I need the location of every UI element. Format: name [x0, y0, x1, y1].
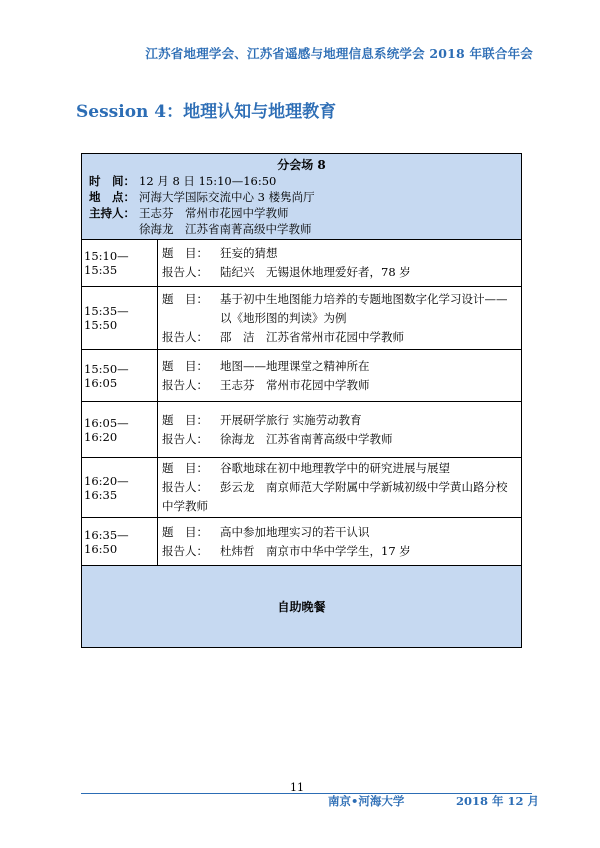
talk-time: 16:05—16:20: [82, 402, 158, 457]
talk-topic: 基于初中生地图能力培养的专题地图数字化学习设计——: [220, 291, 508, 306]
closing-dinner: 自助晚餐: [82, 566, 521, 647]
topic-label: 题 目：: [162, 358, 208, 373]
talk-detail: [158, 518, 521, 565]
speaker-label: 报告人：: [162, 329, 208, 344]
talk-detail: [158, 240, 521, 286]
topic-label: 题 目：: [162, 246, 208, 260]
topic-label: 题 目：: [162, 524, 208, 539]
page-number: 11: [290, 781, 304, 794]
talk-speaker: 王志芬 常州市花园中学教师: [220, 377, 370, 392]
talk-row: [82, 518, 521, 566]
talk-detail: [158, 287, 521, 349]
talk-time: 15:50—16:05: [82, 350, 158, 401]
speaker-label: 报告人：: [162, 543, 208, 558]
talk-topic: 高中参加地理实习的若干认识: [220, 524, 370, 539]
talk-detail: [158, 402, 521, 457]
time-row: [89, 173, 514, 189]
talk-row: [82, 287, 521, 350]
footer-organization: 南京•河海大学: [328, 794, 405, 808]
talk-topic: 狂妄的猜想: [220, 246, 278, 260]
host-label: 主持人：: [89, 206, 135, 220]
speaker-label: 报告人：: [162, 377, 208, 392]
talk-row: [82, 402, 521, 458]
venue-title: 分会场 8: [277, 158, 326, 172]
talk-time: 16:35—16:50: [82, 518, 158, 565]
topic-label: 题 目：: [162, 291, 208, 306]
talk-detail: [158, 350, 521, 401]
schedule-table: [81, 153, 522, 648]
speaker-label: 报告人：: [162, 480, 208, 494]
session-title: Session 4：地理认知与地理教育: [76, 102, 337, 122]
speaker-label: 报告人：: [162, 431, 208, 446]
talk-topic-continued: 以《地形图的判读》为例: [220, 310, 347, 325]
talk-topic: 开展研学旅行 实施劳动教育: [220, 412, 362, 427]
place-value: 河海大学国际交流中心 3 楼隽尚厅: [139, 190, 315, 204]
talk-time: 15:10—15:35: [82, 240, 158, 286]
talk-speaker: 杜炜哲 南京市中华中学学生，17 岁: [220, 543, 411, 558]
talk-topic: 谷歌地球在初中地理教学中的研究进展与展望: [220, 461, 450, 475]
place-label: 地 点：: [89, 190, 135, 204]
talk-speaker: 邵 洁 江苏省常州市花园中学教师: [220, 329, 404, 344]
talk-row: [82, 458, 521, 518]
talk-row: [82, 240, 521, 287]
talk-detail: [158, 458, 521, 517]
session-info: [82, 154, 521, 240]
talk-speaker: 陆纪兴 无锡退休地理爱好者，78 岁: [220, 265, 411, 279]
place-row: [89, 189, 514, 205]
time-value: 12 月 8 日 15:10—16:50: [139, 174, 277, 188]
talk-row: [82, 350, 521, 402]
topic-label: 题 目：: [162, 461, 208, 475]
footer-date: 2018 年 12 月: [456, 794, 540, 808]
talk-speaker: 徐海龙 江苏省南菁高级中学教师: [220, 431, 393, 446]
topic-label: 题 目：: [162, 412, 208, 427]
host-secondary: 徐海龙 江苏省南菁高级中学教师: [139, 222, 312, 236]
time-label: 时 间：: [89, 174, 135, 188]
talk-topic: 地图——地理课堂之精神所在: [220, 358, 370, 373]
talk-time: 16:20—16:35: [82, 458, 158, 517]
speaker-label: 报告人：: [162, 265, 208, 279]
talk-time: 15:35—15:50: [82, 287, 158, 349]
talk-speaker-continued: 中学教师: [162, 499, 208, 513]
host-primary: 王志芬 常州市花园中学教师: [139, 206, 289, 220]
host-row: [89, 205, 514, 221]
page-header: 江苏省地理学会、江苏省遥感与地理信息系统学会 2018 年联合年会: [145, 46, 533, 61]
host-row-2: [89, 221, 514, 237]
talk-speaker: 彭云龙 南京师范大学附属中学新城初级中学黄山路分校: [220, 480, 508, 494]
